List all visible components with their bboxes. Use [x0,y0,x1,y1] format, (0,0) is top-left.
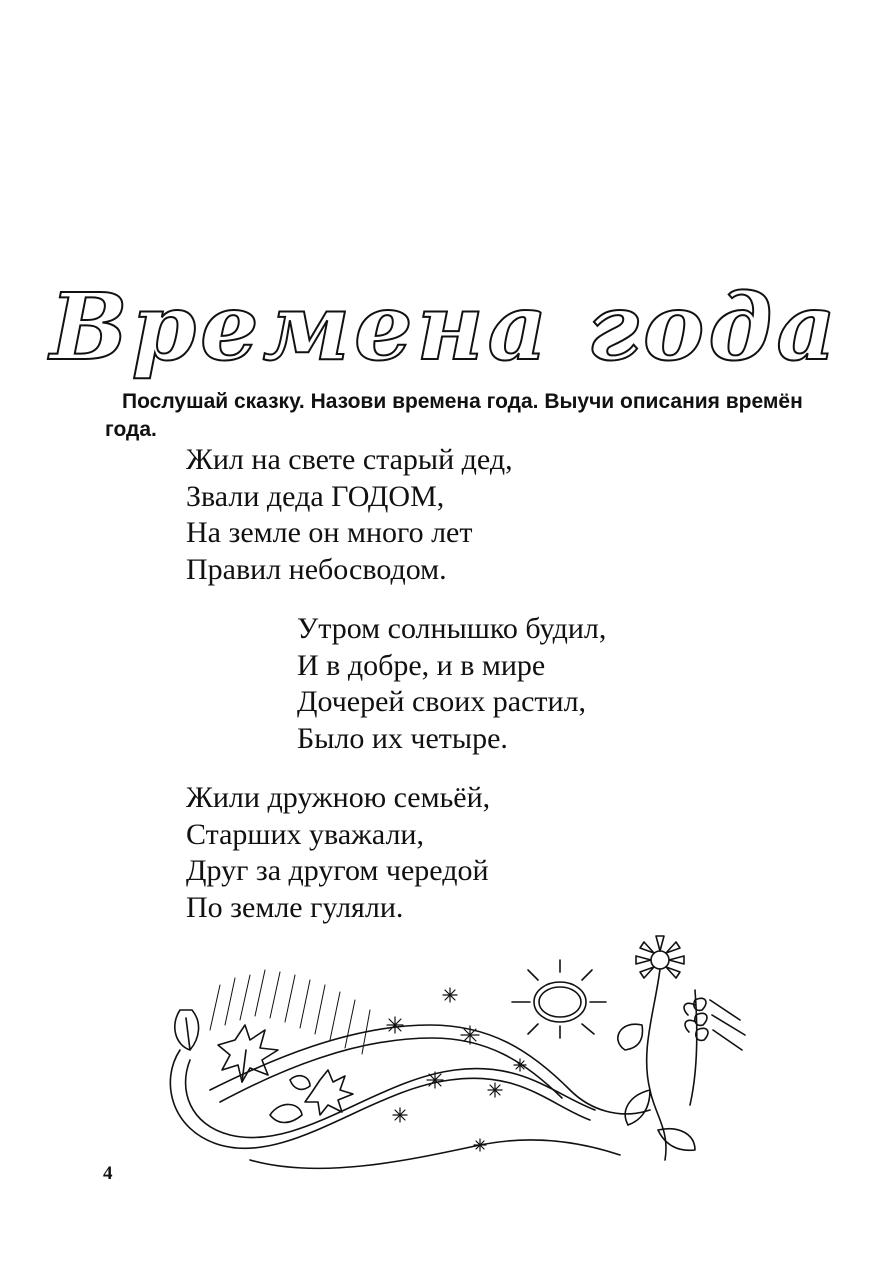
poem-line: Звали деда ГОДОМ, [186,479,445,513]
rain-icon [210,970,370,1054]
poem-line: Старших уважали, [186,817,424,851]
page-number: 4 [103,1163,113,1184]
instruction-text: Послушай сказку. Назови времена года. Выучи описания времён года. [105,390,803,441]
poem-line: На земле он много лет [186,516,473,549]
swirl-ribbon-icon [170,1025,650,1168]
seasons-illustration [150,930,760,1190]
sun-icon [512,960,606,1038]
poem-line: Утром солнышко будил, [297,612,607,645]
flower-icon [618,936,695,1160]
poem-stanza-2 [297,611,606,757]
poem-line: Было их четыре. [297,721,508,755]
poem-line: Друг за другом чередой [186,854,489,887]
poem-line: Жил на свете старый дед, [186,443,513,476]
poem-line: Жили дружною семьёй, [186,781,491,814]
poem-stanza-1 [186,442,513,588]
poem-line: Правил небосводом. [186,552,447,586]
poem-line: И в добре, и в мире [297,648,546,682]
autumn-leaves-icon [175,1010,353,1123]
poem-line: Дочерей своих растил, [297,685,587,718]
page-title: Времена года [49,272,841,381]
poem-line: По земле гуляли. [186,890,404,924]
wheat-ears-icon [684,990,745,1105]
poem-stanza-3 [186,780,490,926]
